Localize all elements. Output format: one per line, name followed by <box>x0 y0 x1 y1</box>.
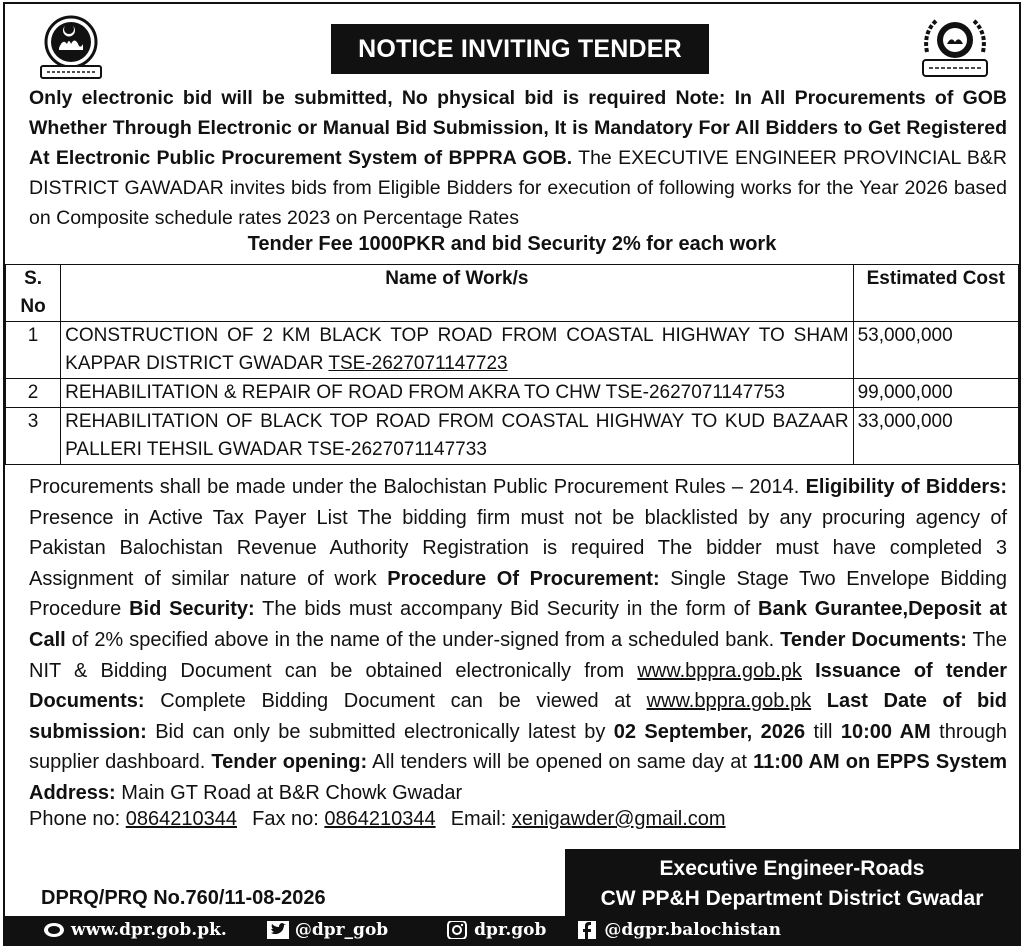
row-cost: 33,000,000 <box>853 408 1018 465</box>
notice-title: NOTICE INVITING TENDER <box>331 24 709 74</box>
cost-header: Estimated Cost <box>853 265 1018 322</box>
terms-text: The bids must accompany Bid Security in the form of <box>254 598 759 621</box>
intro-text: The EXECUTIVE ENGINEER PROVINCIAL B&R DISTRICT GAWADAR invites bids from Eligible Bidders for execution of following works for the Year 2026 based on Composite schedule rates 2023 on Percentage Rates <box>29 147 1007 229</box>
sno-header-line1: S. <box>24 268 43 289</box>
email-link[interactable]: xenigawder@gmail.com <box>511 808 726 830</box>
terms-text: Single Stage Two Envelope Bidding Procedure <box>29 567 1007 621</box>
submission-time: 10:00 AM <box>840 720 931 743</box>
terms-text: All tenders will be opened on same day at <box>367 751 754 774</box>
sno-header <box>6 265 61 322</box>
table-row <box>6 322 1019 379</box>
facebook-icon <box>576 921 598 939</box>
footer-website-text: www.dpr.gob.pk. <box>71 920 227 940</box>
terms-text: The NIT & Bidding Document can be obtained electronically from <box>29 628 1007 682</box>
tender-notice <box>3 2 1021 946</box>
procedure-heading: Procedure Of Procurement: <box>387 567 660 590</box>
instagram-icon <box>446 921 468 939</box>
terms-text: Presence in Active Tax Payer List The bidding firm must not be blacklisted by any procuring agency of Pakistan Balochistan Revenue Authority Registration is required The bidder must have completed 3 Assignment of similar nature of work <box>29 506 1007 590</box>
bank-guarantee-text: Bank Gurantee,Deposit at Call <box>29 598 1008 651</box>
terms-text: of 2% specified above in the name of the under-signed from a scheduled bank. <box>65 628 781 651</box>
row-work-name <box>61 322 853 379</box>
terms-text: Procurements shall be made under the Balochistan Public Procurement Rules – 2014. <box>29 476 806 498</box>
department-seal-icon <box>917 12 993 82</box>
last-date-heading: Last Date of bid submission: <box>29 690 1007 743</box>
contact-line <box>29 804 730 834</box>
submission-date: 02 September, 2026 <box>613 720 806 743</box>
signature-title: Executive Engineer-Roads <box>659 857 925 880</box>
row-cost: 53,000,000 <box>853 322 1018 379</box>
sno-header-line2: No <box>20 296 46 317</box>
table-row <box>6 379 1019 408</box>
tender-documents-heading: Tender Documents: <box>780 628 967 651</box>
emblem-small-icon <box>43 921 65 939</box>
terms-text: Bid can only be submitted electronically latest by <box>146 720 614 743</box>
footer-website[interactable] <box>43 920 227 940</box>
footer-twitter-text: @dpr_gob <box>294 920 389 940</box>
footer-twitter[interactable] <box>267 920 388 940</box>
intro-paragraph <box>29 83 1007 233</box>
issuance-heading: Issuance of tender Documents: <box>29 659 1007 713</box>
bid-security-heading: Bid Security: <box>129 598 255 621</box>
tender-opening-heading: Tender opening: <box>211 751 368 774</box>
opening-time-address-heading: 11:00 AM on EPPS System Address: <box>29 751 1008 804</box>
footer-instagram[interactable] <box>446 920 546 940</box>
phone-label: Phone no: <box>29 808 126 830</box>
footer-bar <box>5 916 1019 944</box>
terms-text: through supplier dashboard. <box>29 720 1008 774</box>
bppra-link[interactable]: www.bppra.gob.pk <box>637 659 802 682</box>
table-row <box>6 408 1019 465</box>
row-sno: 2 <box>6 379 61 408</box>
name-header: Name of Work/s <box>61 265 853 322</box>
signature-block <box>565 849 1019 917</box>
row-tse-number: TSE-2627071147723 <box>328 353 508 374</box>
fax-label: Fax no: <box>240 808 325 830</box>
terms-text: till <box>805 720 841 743</box>
terms-text: Complete Bidding Document can be viewed at <box>144 690 647 713</box>
footer-facebook-text: @dgpr.balochistan <box>604 920 782 940</box>
bppra-link[interactable]: www.bppra.gob.pk <box>646 690 812 713</box>
tender-fee-line: Tender Fee 1000PKR and bid Security 2% for each work <box>247 233 777 255</box>
phone-number[interactable]: 0864210344 <box>125 808 237 830</box>
row-sno: 1 <box>6 322 61 379</box>
footer-facebook[interactable] <box>576 920 781 940</box>
footer-instagram-text: dpr.gob <box>474 920 547 940</box>
table-header-row <box>6 265 1019 322</box>
intro-bold-text: Only electronic bid will be submitted, No physical bid is required Note: In All Procurements of GOB Whether Through Electronic or Manual Bid Submission, It is Mandatory For All Bidders to Get Registered At Electronic Public Procurement System of BPPRA GOB. <box>29 87 1007 169</box>
row-sno: 3 <box>6 408 61 465</box>
row-work-text: CONSTRUCTION OF 2 KM BLACK TOP ROAD FROM COASTAL HIGHWAY TO SHAM KAPPAR DISTRICT GWADAR <box>65 325 849 374</box>
row-work-name: REHABILITATION OF BLACK TOP ROAD FROM COASTAL HIGHWAY TO KUD BAZAAR PALLERI TEHSIL GWADAR TSE-2627071147733 <box>61 408 853 465</box>
fax-number[interactable]: 0864210344 <box>324 808 436 830</box>
twitter-icon <box>267 921 289 939</box>
row-cost: 99,000,000 <box>853 379 1018 408</box>
terms-paragraph <box>29 472 1007 809</box>
eligibility-heading: Eligibility of Bidders: <box>805 476 1008 498</box>
signature-department: CW PP&H Department District Gwadar <box>600 887 984 910</box>
reference-number: DPRQ/PRQ No.760/11-08-2026 <box>41 887 326 909</box>
works-table <box>5 264 1019 465</box>
balochistan-emblem-icon <box>33 12 109 82</box>
email-label: Email: <box>439 808 512 830</box>
terms-text: Main GT Road at B&R Chowk Gwadar <box>115 781 463 804</box>
row-work-name: REHABILITATION & REPAIR OF ROAD FROM AKRA TO CHW TSE-2627071147753 <box>61 379 853 408</box>
